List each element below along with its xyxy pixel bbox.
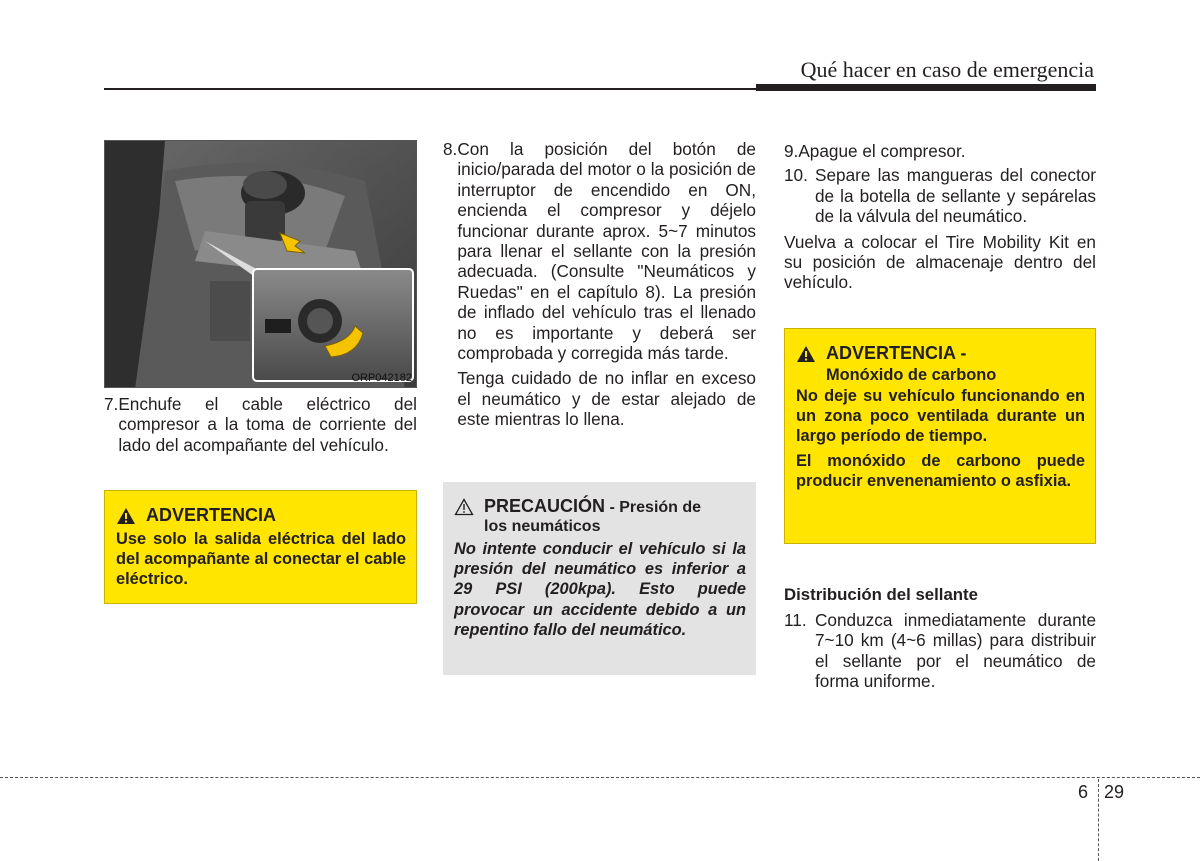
co-warning-text-2: El monóxido de carbono puede producir envenenamiento o asfixia. [796,451,1085,490]
step-11-text: Conduzca inmediatamente durante 7~10 km (4~6 millas) para distribuir el sellante por el neumático de forma uniforme. [815,610,1096,692]
co-warning-title: ADVERTENCIA - [826,343,967,363]
steps-9-10 [784,141,1096,293]
header-rule-thick [756,84,1096,91]
caution-subtitle-a: - Presión de [609,499,702,516]
step-9-number: 9. [784,141,799,161]
caution-header [454,496,746,536]
chapter-number: 6 [1078,782,1089,802]
caution-text: No intente conducir el vehículo si la presión del neumático es inferior a 29 PSI (200kpa). Esto puede provocar un accidente debido a un repentino fallo del neumático. [454,540,746,639]
page-number: 29 [1104,782,1125,802]
step-10-text: Separe las mangueras del conector de la botella de sellante y sepárelas de la válvula del neumático. [815,165,1096,227]
header-rule [104,88,756,90]
step-11-number: 11. [784,610,807,630]
step-7-text: Enchufe el cable eléctrico del compresor a la toma de corriente del lado del acompañante del vehículo. [118,394,417,455]
figure-code: ORP042182 [351,372,412,384]
footer-dashed-rule [0,777,1200,778]
footer-dashed-divider [1098,779,1099,861]
warning-header [116,505,406,526]
step-8-number: 8. [443,139,458,159]
step-11 [784,610,1096,692]
warning-box-power-outlet [104,490,417,604]
running-header: Qué hacer en caso de emergencia [800,57,1094,82]
warning-box-carbon-monoxide [784,328,1096,544]
co-warning-icon [796,345,816,363]
console-illustration [105,141,417,388]
step-9-text: Apague el compresor. [798,141,966,161]
co-warning-header [796,343,1085,364]
step-7-number: 7. [104,394,119,414]
step-8-note: Tenga cuidado de no inflar en exceso el neumático y de estar alejado de este mientras lo llena. [457,368,756,430]
step-7 [104,394,417,455]
caution-title: PRECAUCIÓN [484,496,606,516]
console-photo [104,140,417,388]
step-10-number: 10. [784,165,808,186]
co-warning-text-1: No deje su vehículo funcionando en un zona poco ventilada durante un largo período de tiempo. [796,387,1085,446]
step-8 [443,139,756,430]
section-title-sealant-distribution: Distribución del sellante [784,585,978,604]
caution-subtitle-b: los neumáticos [484,518,601,535]
warning-icon [116,507,136,525]
warning-text: Use solo la salida eléctrica del lado del acompañante al conectar el cable eléctrico. [116,530,406,589]
step-8-text: Con la posición del botón de inicio/parada del motor o la posición de interruptor de encendido en ON, encienda el compresor y déjelo funcionar durante aprox. 5~7 minutos para llenar el sellante con la presión adecuada. (Consulte "Neumáticos y Ruedas" en el capítulo 8). La presión de inflado del vehículo tras el llenado no es importante y deberá ser comprobada y corregida más tarde. [457,139,756,364]
stow-kit-paragraph: Vuelva a colocar el Tire Mobility Kit en su posición de almacenaje dentro del vehículo. [784,231,1096,293]
warning-title: ADVERTENCIA [146,505,277,525]
caution-box-tire-pressure [443,482,756,675]
co-warning-subtitle: Monóxido de carbono [826,366,997,384]
caution-icon [454,498,474,516]
